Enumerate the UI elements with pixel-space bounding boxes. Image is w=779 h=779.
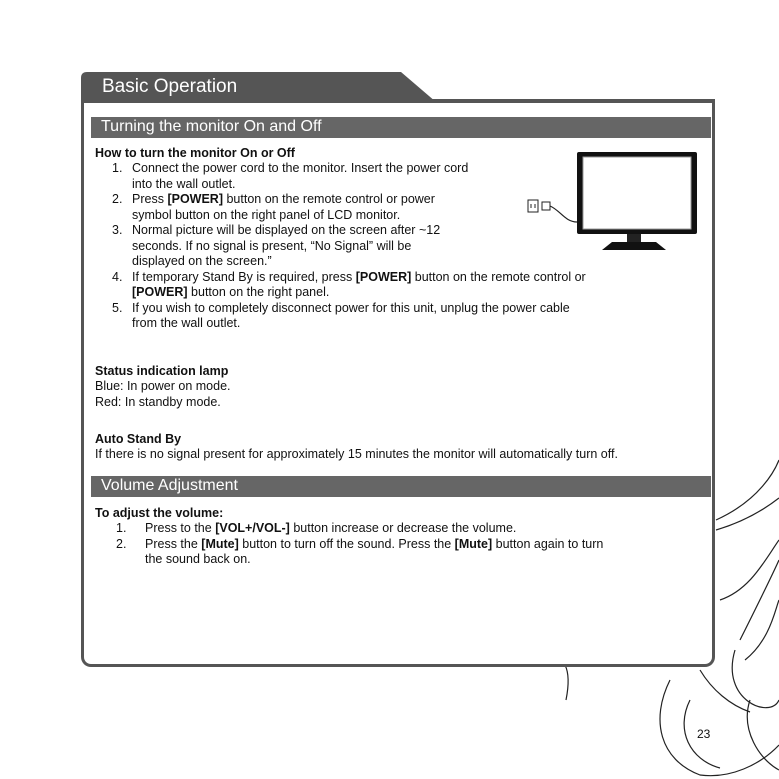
section-title: Turning the monitor On and Off [101,118,322,135]
auto-standby-text: If there is no signal present for approximately 15 minutes the monitor will automatically turn off. [95,447,618,461]
lcd-monitor-icon [520,150,700,260]
power-plug-icon [528,200,577,222]
list-item: 1. Connect the power cord to the monitor. Insert the power cord into the wall outlet. [112,161,469,191]
subheading-adjust-volume: To adjust the volume: [95,506,224,520]
divider [81,99,715,103]
page-title: Basic Operation [102,76,238,97]
list-item: 3. Normal picture will be displayed on the screen after ~12 seconds. If no signal is present, “No Signal” will be displayed on the screen.” [112,223,441,268]
section-bar-volume [91,476,711,497]
list-item: 2. Press the [Mute] button to turn off the sound. Press the [Mute] button again to turn the sound back on. [116,536,604,566]
list-item: 4. If temporary Stand By is required, press [POWER] button on the remote control or [POWER] button on the right panel. [112,269,586,299]
section-bar-power [91,117,711,138]
list-item: 2. Press [POWER] button on the remote control or power symbol button on the right panel of LCD monitor. [112,192,435,222]
list-item: 5. If you wish to completely disconnect power for this unit, unplug the power cable from the wall outlet. [112,300,570,330]
subheading-how-to: How to turn the monitor On or Off [95,146,295,160]
page-number: 23 [697,727,711,741]
volume-steps [95,521,705,568]
list-item: 1. Press to the [VOL+/VOL-] button increase or decrease the volume. [116,521,517,535]
subheading-status: Status indication lamp [95,364,229,378]
status-lines: Blue: In power on mode. Red: In standby mode. [95,379,231,409]
subheading-auto-standby: Auto Stand By [95,432,182,446]
section-title: Volume Adjustment [101,477,238,494]
